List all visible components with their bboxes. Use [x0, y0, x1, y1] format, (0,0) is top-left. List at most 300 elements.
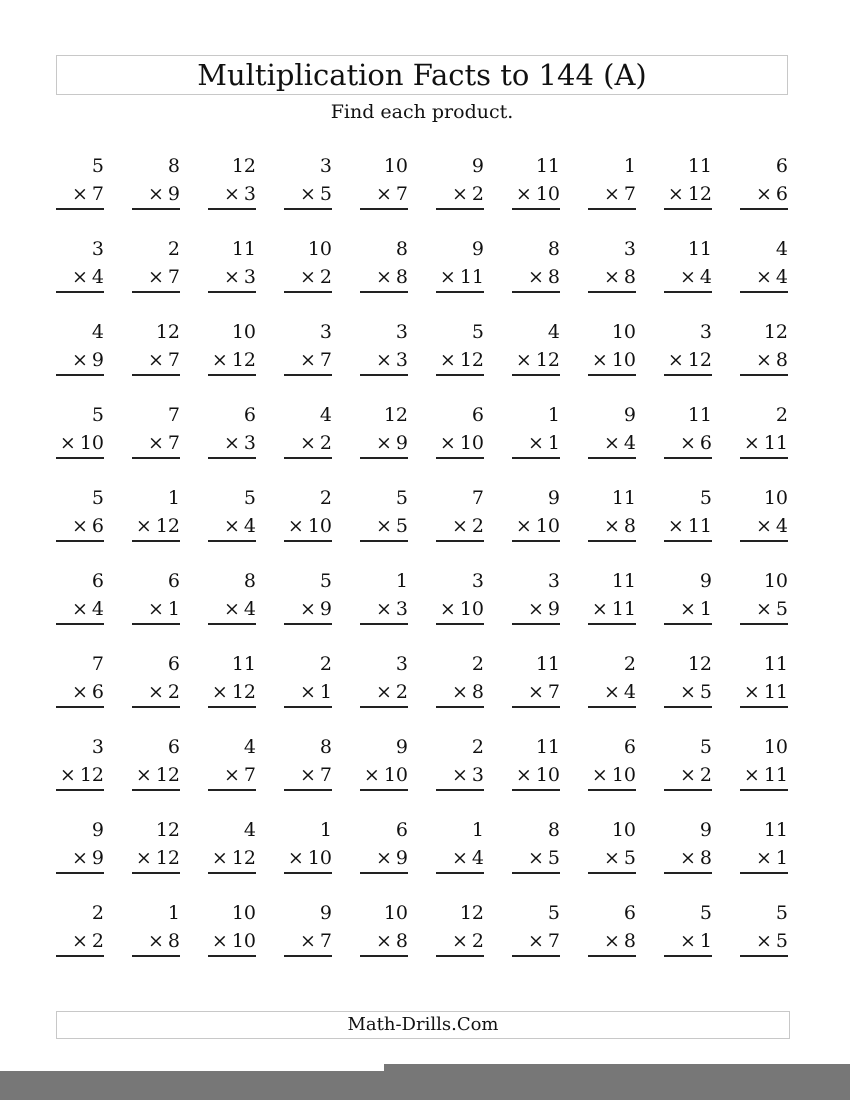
- multiplication-problem: [512, 235, 560, 318]
- times-sign: ×: [135, 515, 152, 537]
- multiplicand: 2: [319, 653, 332, 675]
- multiplier: 10: [79, 432, 104, 454]
- times-sign: ×: [527, 681, 544, 703]
- multiplier: 11: [763, 432, 788, 454]
- multiplication-problem: [360, 733, 408, 816]
- multiplier-row: [588, 512, 636, 542]
- multiplier-row: [740, 346, 788, 376]
- multiplier-row: [588, 844, 636, 874]
- multiplier-row: [360, 429, 408, 459]
- multiplication-problem: [360, 816, 408, 899]
- multiplication-problem: [588, 733, 636, 816]
- times-sign: ×: [743, 432, 760, 454]
- multiplier: 2: [91, 930, 104, 952]
- times-sign: ×: [755, 266, 772, 288]
- times-sign: ×: [755, 847, 772, 869]
- multiplicand: 5: [547, 902, 560, 924]
- multiplier-row: [56, 263, 104, 293]
- multiplier: 10: [231, 930, 256, 952]
- multiplication-problem: [588, 235, 636, 318]
- multiplier: 9: [91, 349, 104, 371]
- multiplicand: 4: [319, 404, 332, 426]
- times-sign: ×: [667, 515, 684, 537]
- multiplication-problem: [284, 318, 332, 401]
- multiplier-row: [284, 346, 332, 376]
- multiplier-row: [56, 595, 104, 625]
- multiplicand: 1: [623, 155, 636, 177]
- times-sign: ×: [71, 515, 88, 537]
- multiplicand: 12: [459, 902, 484, 924]
- multiplication-problem: [360, 235, 408, 318]
- multiplication-problem: [284, 733, 332, 816]
- multiplicand: 6: [167, 653, 180, 675]
- times-sign: ×: [603, 681, 620, 703]
- times-sign: ×: [527, 432, 544, 454]
- multiplication-problem: [588, 318, 636, 401]
- multiplication-problem: [208, 152, 256, 235]
- multiplier: 6: [699, 432, 712, 454]
- multiplier: 9: [91, 847, 104, 869]
- multiplier: 8: [547, 266, 560, 288]
- multiplier-row: [132, 595, 180, 625]
- multiplier: 12: [155, 847, 180, 869]
- times-sign: ×: [439, 349, 456, 371]
- times-sign: ×: [755, 349, 772, 371]
- times-sign: ×: [363, 764, 380, 786]
- times-sign: ×: [223, 764, 240, 786]
- multiplier: 11: [687, 515, 712, 537]
- multiplicand: 5: [699, 487, 712, 509]
- multiplicand: 5: [91, 404, 104, 426]
- multiplier-row: [208, 263, 256, 293]
- times-sign: ×: [71, 681, 88, 703]
- multiplication-problem: [56, 235, 104, 318]
- multiplier-row: [284, 595, 332, 625]
- multiplier: 10: [307, 515, 332, 537]
- times-sign: ×: [375, 515, 392, 537]
- multiplier: 8: [167, 930, 180, 952]
- multiplier: 12: [155, 515, 180, 537]
- multiplier: 4: [91, 266, 104, 288]
- multiplicand: 9: [699, 819, 712, 841]
- multiplicand: 11: [687, 155, 712, 177]
- multiplication-problem: [512, 733, 560, 816]
- multiplier-row: [56, 678, 104, 708]
- multiplier: 5: [547, 847, 560, 869]
- times-sign: ×: [287, 515, 304, 537]
- times-sign: ×: [527, 266, 544, 288]
- multiplier-row: [208, 429, 256, 459]
- multiplication-problem: [740, 816, 788, 899]
- multiplier-row: [664, 346, 712, 376]
- multiplication-problem: [664, 318, 712, 401]
- multiplier: 9: [547, 598, 560, 620]
- multiplication-problem: [588, 484, 636, 567]
- times-sign: ×: [59, 432, 76, 454]
- multiplier-row: [512, 927, 560, 957]
- multiplicand: 6: [775, 155, 788, 177]
- times-sign: ×: [299, 598, 316, 620]
- multiplication-problem: [740, 733, 788, 816]
- multiplier-row: [436, 180, 484, 210]
- multiplicand: 10: [763, 570, 788, 592]
- multiplier: 1: [547, 432, 560, 454]
- multiplicand: 9: [395, 736, 408, 758]
- multiplier-row: [208, 678, 256, 708]
- multiplier: 7: [547, 681, 560, 703]
- multiplier-row: [512, 678, 560, 708]
- multiplicand: 11: [535, 653, 560, 675]
- multiplication-problem: [56, 401, 104, 484]
- times-sign: ×: [135, 847, 152, 869]
- multiplier: 4: [775, 266, 788, 288]
- multiplier-row: [360, 761, 408, 791]
- times-sign: ×: [299, 266, 316, 288]
- times-sign: ×: [375, 847, 392, 869]
- times-sign: ×: [71, 598, 88, 620]
- multiplicand: 6: [91, 570, 104, 592]
- multiplier-row: [284, 927, 332, 957]
- multiplication-problem: [284, 401, 332, 484]
- multiplicand: 1: [395, 570, 408, 592]
- multiplicand: 11: [231, 653, 256, 675]
- multiplier: 9: [167, 183, 180, 205]
- multiplication-problem: [436, 318, 484, 401]
- multiplication-problem: [56, 899, 104, 982]
- multiplier: 7: [319, 930, 332, 952]
- multiplication-problem: [284, 650, 332, 733]
- multiplication-problem: [360, 401, 408, 484]
- multiplier-row: [664, 678, 712, 708]
- times-sign: ×: [71, 349, 88, 371]
- multiplier: 5: [775, 930, 788, 952]
- multiplier-row: [132, 346, 180, 376]
- multiplier: 10: [459, 598, 484, 620]
- times-sign: ×: [135, 764, 152, 786]
- times-sign: ×: [299, 183, 316, 205]
- multiplier-row: [740, 180, 788, 210]
- times-sign: ×: [147, 432, 164, 454]
- times-sign: ×: [515, 764, 532, 786]
- multiplication-problem: [740, 567, 788, 650]
- multiplicand: 11: [535, 155, 560, 177]
- times-sign: ×: [375, 183, 392, 205]
- multiplier-row: [360, 844, 408, 874]
- multiplicand: 5: [699, 736, 712, 758]
- multiplicand: 4: [547, 321, 560, 343]
- times-sign: ×: [515, 349, 532, 371]
- multiplication-problem: [56, 484, 104, 567]
- multiplicand: 3: [471, 570, 484, 592]
- multiplication-problem: [132, 899, 180, 982]
- multiplier: 12: [231, 349, 256, 371]
- times-sign: ×: [299, 930, 316, 952]
- times-sign: ×: [679, 598, 696, 620]
- multiplication-problem: [132, 484, 180, 567]
- times-sign: ×: [223, 598, 240, 620]
- multiplier-row: [588, 346, 636, 376]
- problem-grid: [56, 152, 790, 982]
- multiplicand: 10: [383, 155, 408, 177]
- multiplier-row: [664, 927, 712, 957]
- multiplier-row: [132, 180, 180, 210]
- multiplier-row: [588, 595, 636, 625]
- multiplier-row: [360, 595, 408, 625]
- multiplicand: 10: [231, 321, 256, 343]
- times-sign: ×: [299, 432, 316, 454]
- multiplication-problem: [132, 733, 180, 816]
- times-sign: ×: [299, 681, 316, 703]
- multiplier: 8: [775, 349, 788, 371]
- multiplier-row: [512, 180, 560, 210]
- multiplication-problem: [208, 235, 256, 318]
- times-sign: ×: [451, 681, 468, 703]
- times-sign: ×: [679, 764, 696, 786]
- multiplicand: 11: [611, 570, 636, 592]
- multiplicand: 11: [763, 653, 788, 675]
- times-sign: ×: [515, 183, 532, 205]
- multiplier-row: [740, 512, 788, 542]
- times-sign: ×: [679, 930, 696, 952]
- multiplication-problem: [664, 567, 712, 650]
- multiplication-problem: [284, 152, 332, 235]
- multiplier-row: [436, 263, 484, 293]
- multiplier-row: [208, 761, 256, 791]
- multiplicand: 12: [155, 321, 180, 343]
- multiplication-problem: [436, 235, 484, 318]
- times-sign: ×: [71, 847, 88, 869]
- multiplication-problem: [284, 235, 332, 318]
- multiplicand: 10: [611, 321, 636, 343]
- multiplier-row: [284, 761, 332, 791]
- multiplicand: 6: [167, 570, 180, 592]
- times-sign: ×: [591, 349, 608, 371]
- times-sign: ×: [375, 266, 392, 288]
- multiplier: 2: [471, 515, 484, 537]
- multiplier-row: [588, 678, 636, 708]
- multiplicand: 6: [471, 404, 484, 426]
- times-sign: ×: [375, 681, 392, 703]
- multiplicand: 4: [775, 238, 788, 260]
- multiplier: 10: [611, 764, 636, 786]
- multiplier: 2: [167, 681, 180, 703]
- times-sign: ×: [603, 847, 620, 869]
- bottom-band-right: [384, 1064, 850, 1100]
- multiplier-row: [664, 595, 712, 625]
- multiplier: 5: [319, 183, 332, 205]
- multiplication-problem: [588, 152, 636, 235]
- multiplicand: 8: [547, 238, 560, 260]
- multiplication-problem: [56, 567, 104, 650]
- multiplier-row: [132, 429, 180, 459]
- multiplicand: 4: [243, 819, 256, 841]
- multiplier: 4: [623, 681, 636, 703]
- multiplicand: 5: [471, 321, 484, 343]
- multiplier-row: [588, 761, 636, 791]
- multiplier: 11: [459, 266, 484, 288]
- times-sign: ×: [71, 183, 88, 205]
- multiplier-row: [132, 678, 180, 708]
- multiplicand: 5: [91, 155, 104, 177]
- multiplicand: 9: [699, 570, 712, 592]
- multiplicand: 6: [167, 736, 180, 758]
- times-sign: ×: [679, 681, 696, 703]
- multiplicand: 10: [231, 902, 256, 924]
- multiplier: 11: [611, 598, 636, 620]
- multiplier: 7: [243, 764, 256, 786]
- times-sign: ×: [147, 183, 164, 205]
- multiplication-problem: [436, 899, 484, 982]
- multiplicand: 12: [763, 321, 788, 343]
- multiplier: 4: [623, 432, 636, 454]
- times-sign: ×: [211, 847, 228, 869]
- multiplier: 2: [471, 183, 484, 205]
- multiplier: 3: [243, 266, 256, 288]
- multiplier-row: [664, 180, 712, 210]
- multiplier-row: [436, 844, 484, 874]
- multiplication-problem: [360, 650, 408, 733]
- times-sign: ×: [755, 515, 772, 537]
- multiplier-row: [664, 761, 712, 791]
- footer-box: [56, 1011, 790, 1039]
- multiplication-problem: [208, 401, 256, 484]
- times-sign: ×: [527, 930, 544, 952]
- multiplication-problem: [208, 733, 256, 816]
- multiplier: 2: [319, 266, 332, 288]
- multiplicand: 5: [319, 570, 332, 592]
- multiplier-row: [132, 844, 180, 874]
- times-sign: ×: [451, 764, 468, 786]
- multiplicand: 5: [699, 902, 712, 924]
- multiplier-row: [436, 346, 484, 376]
- multiplier-row: [436, 927, 484, 957]
- multiplicand: 2: [623, 653, 636, 675]
- multiplier-row: [284, 512, 332, 542]
- multiplier-row: [56, 761, 104, 791]
- multiplier: 2: [471, 930, 484, 952]
- multiplier-row: [436, 429, 484, 459]
- multiplicand: 6: [623, 736, 636, 758]
- multiplicand: 11: [535, 736, 560, 758]
- multiplier: 6: [91, 681, 104, 703]
- multiplier: 7: [91, 183, 104, 205]
- multiplication-problem: [436, 484, 484, 567]
- multiplier: 4: [775, 515, 788, 537]
- multiplicand: 3: [395, 653, 408, 675]
- multiplicand: 9: [623, 404, 636, 426]
- multiplier-row: [132, 263, 180, 293]
- times-sign: ×: [603, 266, 620, 288]
- multiplication-problem: [360, 152, 408, 235]
- multiplicand: 3: [319, 155, 332, 177]
- multiplicand: 5: [775, 902, 788, 924]
- multiplication-problem: [740, 235, 788, 318]
- multiplicand: 5: [395, 487, 408, 509]
- multiplicand: 1: [167, 902, 180, 924]
- multiplier: 6: [91, 515, 104, 537]
- multiplier-row: [512, 346, 560, 376]
- multiplier-row: [56, 844, 104, 874]
- times-sign: ×: [603, 183, 620, 205]
- multiplier: 7: [319, 349, 332, 371]
- multiplication-problem: [132, 152, 180, 235]
- multiplier: 8: [699, 847, 712, 869]
- multiplicand: 3: [623, 238, 636, 260]
- multiplier: 8: [395, 930, 408, 952]
- multiplicand: 10: [307, 238, 332, 260]
- multiplicand: 1: [471, 819, 484, 841]
- multiplication-problem: [664, 152, 712, 235]
- multiplication-problem: [56, 318, 104, 401]
- multiplication-problem: [284, 484, 332, 567]
- multiplier: 5: [623, 847, 636, 869]
- multiplicand: 3: [395, 321, 408, 343]
- multiplicand: 8: [243, 570, 256, 592]
- multiplication-problem: [436, 152, 484, 235]
- multiplier-row: [512, 844, 560, 874]
- times-sign: ×: [451, 515, 468, 537]
- multiplier-row: [56, 180, 104, 210]
- multiplier: 8: [395, 266, 408, 288]
- multiplier: 8: [623, 266, 636, 288]
- multiplier: 6: [775, 183, 788, 205]
- multiplicand: 2: [471, 653, 484, 675]
- multiplier-row: [56, 512, 104, 542]
- multiplication-problem: [512, 567, 560, 650]
- multiplier-row: [360, 678, 408, 708]
- multiplication-problem: [436, 733, 484, 816]
- multiplicand: 11: [763, 819, 788, 841]
- multiplication-problem: [512, 816, 560, 899]
- worksheet-instructions: Find each product.: [330, 101, 514, 123]
- multiplier-row: [664, 844, 712, 874]
- multiplicand: 5: [91, 487, 104, 509]
- multiplier: 12: [231, 681, 256, 703]
- multiplicand: 7: [91, 653, 104, 675]
- times-sign: ×: [375, 930, 392, 952]
- multiplier: 2: [319, 432, 332, 454]
- multiplication-problem: [512, 650, 560, 733]
- multiplier: 7: [167, 266, 180, 288]
- multiplier: 4: [699, 266, 712, 288]
- multiplication-problem: [664, 733, 712, 816]
- multiplier-row: [56, 429, 104, 459]
- multiplier: 12: [535, 349, 560, 371]
- multiplicand: 2: [167, 238, 180, 260]
- times-sign: ×: [439, 266, 456, 288]
- multiplicand: 12: [383, 404, 408, 426]
- multiplication-problem: [664, 899, 712, 982]
- multiplication-problem: [208, 816, 256, 899]
- times-sign: ×: [223, 432, 240, 454]
- multiplicand: 8: [319, 736, 332, 758]
- multiplier: 4: [91, 598, 104, 620]
- multiplier: 7: [319, 764, 332, 786]
- times-sign: ×: [667, 183, 684, 205]
- multiplication-problem: [208, 650, 256, 733]
- multiplicand: 1: [319, 819, 332, 841]
- worksheet-title-box: [56, 55, 788, 95]
- multiplier-row: [588, 927, 636, 957]
- multiplier: 7: [395, 183, 408, 205]
- multiplier: 5: [699, 681, 712, 703]
- multiplier-row: [208, 512, 256, 542]
- footer-site-name: Math-Drills.Com: [347, 1014, 499, 1035]
- times-sign: ×: [667, 349, 684, 371]
- times-sign: ×: [299, 764, 316, 786]
- multiplier-row: [284, 429, 332, 459]
- multiplication-problem: [664, 401, 712, 484]
